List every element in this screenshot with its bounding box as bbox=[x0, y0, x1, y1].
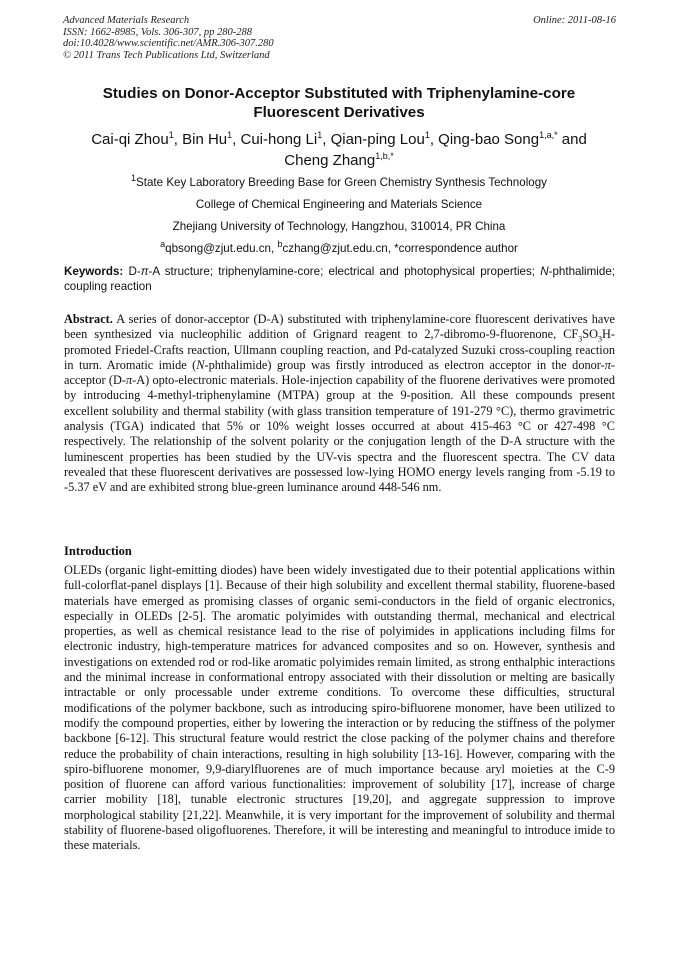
author-list bbox=[62, 129, 616, 171]
email-mark: a bbox=[160, 239, 166, 250]
author-affiliation-mark: 1,a,* bbox=[539, 130, 558, 140]
keywords-text: D- bbox=[123, 265, 141, 278]
author-name: Cui-hong Li bbox=[240, 131, 318, 148]
abstract-text: -A) opto-electronic materials. Hole-injection capability of the fluorene derivatives were promoted by introducing 4-methyl-triphenylamine (MTPA) group at the 9-position. All these compounds present excellent solubility and thermal stability (with glass transition temperature of 191-279 °C), thermo gravimetric analysis (TGA) indicated that 5% or 10% weight losses occurred at about 415-463 °C or 427-498 °C respectively. The relationship of the solvent polarity or the conjugation length of the D-A structure with the luminescent properties has been studied by the UV-vis spectra and the fluorescent spectra. The CV data revealed that these fluorescent derivatives are possessed low-lying HOMO energy levels ranging from -5.19 to -5.37 eV and are exhibited strong blue-green luminance around 448-546 nm. bbox=[64, 373, 615, 495]
affiliation-text: State Key Laboratory Breeding Base for Green Chemistry Synthesis Technology bbox=[136, 176, 547, 189]
journal-doi: doi:10.4028/www.scientific.net/AMR.306-307.280 bbox=[63, 38, 274, 49]
author-affiliation-mark: 1,b,* bbox=[375, 151, 394, 161]
journal-name: Advanced Materials Research bbox=[63, 15, 190, 26]
email-line bbox=[62, 239, 616, 256]
introduction-text: OLEDs (organic light-emitting diodes) have been widely investigated due to their potential applications within full-colorflat-panel displays [1]. Because of their high solubility and excellent thermal stability, fluorene-based materials have emerged as promising classes of organic semi-conductors in the field of organic electronics, especially in OLEDs [2-5]. The aromatic polyimides with outstanding thermal, mechanical and electrical properties, as well as chemical resistance lead to the rise of polyimides in applications including films for electronic industry, high-temperature matrices for advanced composites and so on. However, synthesis and investigations on extended rod or rod-like aromatic polyimides remain limited, as strong enthalphic interactions and the minimal increase in conformational entropy associated with their dissolution or melting are basically intractable or only processable under extreme conditions. To overcome these difficulties, structural modifications of the polymer backbone, such as introducing spiro-bifluorene monomer, have been utilized to modify the compound properties, either by lowering the interaction or by reducing the stiffness of the polymer backbone [6-12]. This structural feature would restrict the close packing of the polymer chains and therefore reduce the probability of chain interactions, resulting in high solubility [13-16]. However, comparing with the spiro-bifluorene monomer, 9,9-diarylfluorenes are of much importance because aryl moieties at the C-9 position of fluorene can afford various functionalities: improvement of solubility [17], increase of charge carrier mobility [18], tunable electronic structures [19,20], and aggregate suppression to improve morphological stability [21,22]. Meanwhile, it is very important for the improvement of solubility and thermal stability of fluorene-based oligofluorenes. Therefore, it will be interesting and meaningful to introduce imide to these materials. bbox=[64, 563, 615, 853]
abstract-label: Abstract. bbox=[64, 312, 113, 326]
author-conjunction: and bbox=[561, 131, 587, 148]
abstract-text: SO bbox=[582, 327, 599, 342]
abstract-subscript: 3 bbox=[598, 334, 603, 344]
author-name: Cheng Zhang bbox=[284, 152, 376, 169]
author-name: Qian-ping Lou bbox=[330, 131, 425, 148]
keywords-text: -phthalimide; coupling reaction bbox=[64, 265, 615, 293]
author-affiliation-mark: 1 bbox=[424, 130, 430, 140]
affiliation-line-3: Zhejiang University of Technology, Hangzhou, 310014, PR China bbox=[172, 220, 506, 233]
affiliation-line-1 bbox=[62, 173, 616, 190]
email-b: czhang@zjut.edu.cn, *correspondence author bbox=[282, 242, 518, 255]
online-date: Online: 2011-08-16 bbox=[533, 15, 616, 26]
author-line-1: Cai-qi Zhou$^1$, Bin Hu$^1$, Cui-hong Li$^1$, Qian-ping Lou$^1$, Qing-bao Song$^{1,a,*}$ and bbox=[91, 130, 587, 148]
abstract-text: -acceptor (D- bbox=[64, 357, 615, 388]
keywords bbox=[64, 264, 615, 294]
introduction-heading: Introduction bbox=[64, 544, 132, 558]
abstract-pi: π bbox=[125, 373, 133, 388]
keywords-pi: π bbox=[140, 265, 149, 278]
keywords-label: Keywords: bbox=[64, 265, 124, 278]
abstract bbox=[64, 312, 615, 496]
journal-header bbox=[63, 15, 274, 61]
paper-title bbox=[70, 84, 608, 122]
affiliation-line-2: College of Chemical Engineering and Materials Science bbox=[195, 198, 483, 211]
author-affiliation-mark: 1 bbox=[317, 130, 323, 140]
author-line-2 bbox=[62, 150, 616, 171]
title-line-2: Fluorescent Derivatives bbox=[253, 104, 425, 121]
author-name: Bin Hu bbox=[182, 131, 228, 148]
author-affiliation-mark: 1 bbox=[227, 130, 233, 140]
abstract-pi: π bbox=[604, 357, 611, 372]
abstract-text: A series of donor-acceptor (D-A) substituted with triphenylamine-core fluorescent derivatives have been synthesized via nucleophilic addition of Grignard reagent to 2,7-dibromo-9-fluorenone, CF bbox=[64, 312, 615, 342]
abstract-italic-n: N bbox=[196, 357, 205, 372]
abstract-subscript: 3 bbox=[578, 334, 583, 344]
author-affiliation-mark: 1 bbox=[168, 130, 174, 140]
keywords-text: -A structure; triphenylamine-core; electrical and photophysical properties; bbox=[148, 265, 541, 278]
abstract-text: H-promoted Friedel-Crafts reaction, Ullmann coupling reaction, and Pd-catalyzed Suzuki cross-coupling reaction in turn. Aromatic imide ( bbox=[64, 327, 615, 372]
email-a: qbsong@zjut.edu.cn, bbox=[165, 242, 278, 255]
title-line-1: Studies on Donor-Acceptor Substituted with Triphenylamine-core bbox=[102, 85, 576, 102]
journal-copyright: © 2011 Trans Tech Publications Ltd, Switzerland bbox=[63, 49, 270, 61]
email-mark: b bbox=[277, 239, 283, 250]
journal-issn: ISSN: 1662-8985, Vols. 306-307, pp 280-288 bbox=[63, 26, 252, 38]
author-name: Qing-bao Song bbox=[438, 131, 540, 148]
author-name: Cai-qi Zhou bbox=[91, 131, 169, 148]
abstract-text: -phthalimide) group was firstly introduced as electron acceptor in the donor- bbox=[204, 357, 605, 372]
keywords-n: N bbox=[540, 265, 549, 278]
affiliation-mark: 1 bbox=[131, 173, 137, 184]
